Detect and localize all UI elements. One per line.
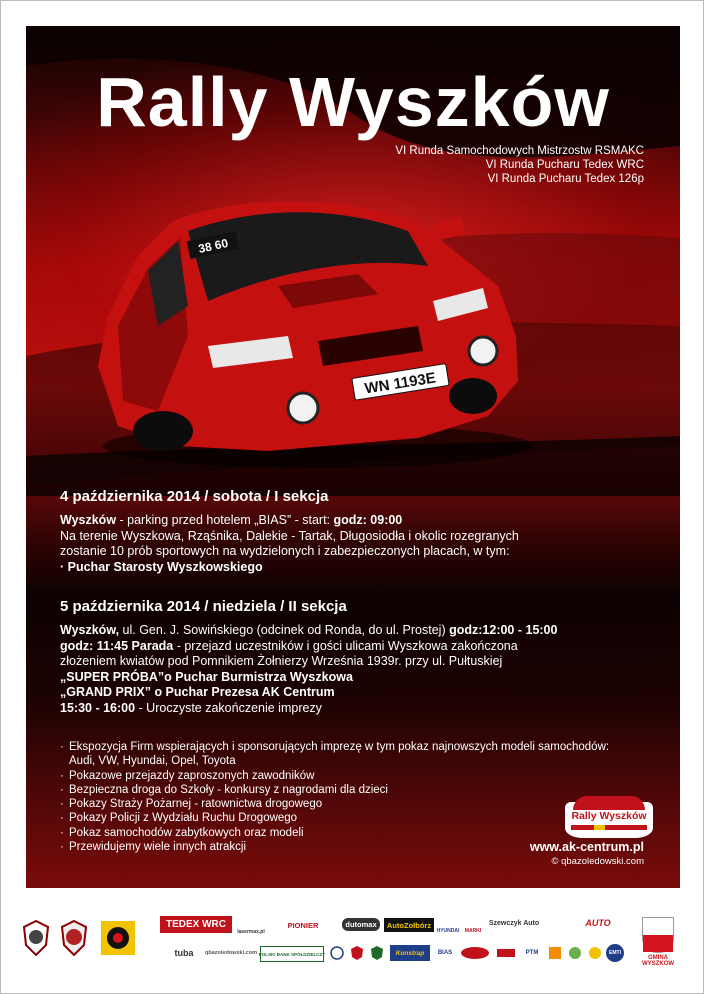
sponsor-emblem <box>460 946 490 960</box>
sponsor-logo: EMTI <box>606 944 624 962</box>
list-item: Audi, VW, Hyundai, Opel, Toyota <box>69 755 236 768</box>
list-item: · Ekspozycja Firm wspierających i sponsorujących imprezę w tym pokaz najnowszych modeli samochodów: <box>60 741 610 753</box>
section-sunday <box>60 598 557 716</box>
sponsor-logo: PTM <box>525 950 539 956</box>
list-item: · Pokazy Policji z Wydziału Ruchu Drogowego <box>60 812 298 825</box>
club-emblem-3 <box>100 920 136 956</box>
sponsor-logo: MARKI <box>464 928 482 934</box>
club-emblem-2 <box>60 919 88 957</box>
section-heading: 4 października 2014 / sobota / I sekcja <box>60 488 329 505</box>
poster-title: Rally Wyszków <box>96 63 610 141</box>
section-line: 15:30 - 16:00 - Uroczyste zakończenie imprezy <box>60 700 322 715</box>
subtitle-line: VI Runda Pucharu Tedex WRC <box>485 159 644 171</box>
sponsor-logo: HYUNDAI <box>436 928 460 934</box>
sponsor-logo: qbazoledowski.com <box>205 950 257 956</box>
sponsor-emblem <box>588 945 602 961</box>
sponsor-logo: BIAS <box>437 950 453 956</box>
sponsor-logo: AUTO <box>585 918 611 928</box>
list-item: · Pokazy Straży Pożarnej - ratownictwa drogowego <box>60 798 323 811</box>
number-plate: WN 1193E <box>363 369 437 398</box>
list-item: · Pokazowe przejazdy zaproszonych zawodników <box>60 769 315 782</box>
photo-credit: © qbazoledowski.com <box>551 856 644 867</box>
gmina-coat-of-arms <box>642 917 674 953</box>
section-line: Na terenie Wyszkowa, Rząśnika, Dalekie - Tartak, Długosiodła i okolic rozegranych <box>60 528 519 543</box>
subtitle-line: VI Runda Pucharu Tedex 126p <box>487 173 644 185</box>
section-line: godz: 11:45 Parada - przejazd uczestników i gości ulicami Wyszkowa zakończona <box>60 638 518 653</box>
list-item: · Pokaz samochodów zabytkowych oraz modeli <box>60 826 304 839</box>
attractions-list <box>60 740 609 854</box>
gmina-label: GMINA WYSZKÓW <box>642 955 674 967</box>
list-item: · Bezpieczna droga do Szkoły - konkursy z nagrodami dla dzieci <box>60 783 388 796</box>
sponsor-emblem <box>370 945 384 961</box>
sponsor-logo: dutomax <box>342 918 380 931</box>
sponsor-logo: Szewczyk Auto <box>488 919 540 927</box>
poster <box>26 26 680 888</box>
sponsor-logo: Konstrap <box>390 945 430 961</box>
sponsor-emblem <box>548 945 562 961</box>
website-link[interactable]: www.ak-centrum.pl <box>529 840 644 854</box>
section-line: „GRAND PRIX” o Puchar Prezesa AK Centrum <box>60 685 335 699</box>
section-line: Wyszków, ul. Gen. J. Sowińskiego (odcinek od Ronda, do ul. Prostej) godz:12:00 - 15:00 <box>60 623 558 637</box>
list-item: · Przewidujemy wiele innych atrakcji <box>60 841 247 854</box>
sponsor-emblem <box>496 946 516 960</box>
sponsor-logo: lasermax.pl <box>237 929 265 935</box>
section-line: Wyszków - parking przed hotelem „BIAS” - start: godz: 09:00 <box>60 513 403 527</box>
sponsor-logo: PIONIER <box>287 920 319 930</box>
sponsor-emblem <box>568 945 582 961</box>
sponsor-logo: TEDEX WRC <box>160 916 232 933</box>
sponsor-emblem <box>350 945 364 961</box>
section-line: „SUPER PRÓBA”o Puchar Burmistrza Wyszkowa <box>60 669 353 684</box>
sponsor-logo: POLSKI BANK SPÓŁDZIELCZY <box>260 946 324 962</box>
section-heading: 5 października 2014 / niedziela / II sekcja <box>60 598 347 615</box>
section-line: · Puchar Starosty Wyszkowskiego <box>60 559 263 574</box>
section-line: złożeniem kwiatów pod Pomnikiem Żołnierzy Września 1939r. przy ul. Pułtuskiej <box>60 654 503 668</box>
section-saturday <box>60 488 519 575</box>
subtitle-line: VI Runda Samochodowych Mistrzostw RSMAKC <box>395 145 644 157</box>
section-line: zostanie 10 prób sportowych na wydzielonych i zabezpieczonych placach, w tym: <box>60 544 510 558</box>
rally-wyszkow-logo: Rally Wyszków <box>565 802 653 838</box>
rally-car-image <box>88 176 528 476</box>
sponsor-logo: tuba <box>174 948 194 958</box>
club-emblem-1 <box>22 919 50 957</box>
car-number-decal: 38 60 <box>197 236 230 256</box>
sponsor-emblem <box>330 945 344 961</box>
sponsor-logo: AutoZołbórz <box>384 918 434 932</box>
